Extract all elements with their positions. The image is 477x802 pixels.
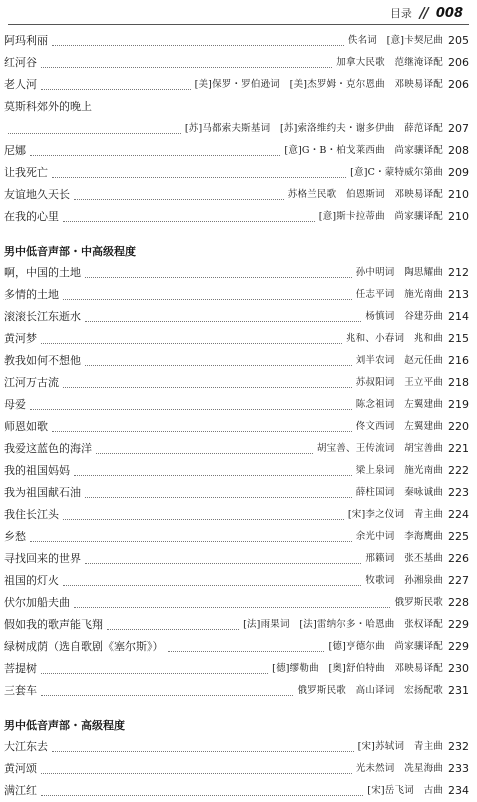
entry-title: 师恩如歌 xyxy=(4,420,48,433)
entry-credits: [宋]苏轼词 青主曲 xyxy=(357,741,443,752)
entry-title: 教我如何不想他 xyxy=(4,354,81,367)
entry-title: 满江红 xyxy=(4,784,37,797)
entry-page: 234 xyxy=(448,784,469,797)
entry-credits: [德]缪勒曲 [奥]舒伯特曲 邓映易译配 xyxy=(272,663,443,674)
entry-page: 209 xyxy=(448,166,469,179)
toc-entry[interactable] xyxy=(4,548,469,570)
dot-leader xyxy=(74,607,390,608)
entry-title: 乡愁 xyxy=(4,530,26,543)
entry-title: 黄河梦 xyxy=(4,332,37,345)
toc-entry[interactable] xyxy=(4,614,469,636)
toc-entry[interactable] xyxy=(4,74,469,96)
dot-leader xyxy=(30,409,352,410)
entry-title: 寻找回来的世界 xyxy=(4,552,81,565)
entry-credits: 邢籁词 张丕基曲 xyxy=(365,553,443,564)
entry-credits: 加拿大民歌 范继淹译配 xyxy=(336,57,443,68)
entry-page: 224 xyxy=(448,508,469,521)
entry-page: 233 xyxy=(448,762,469,775)
entry-credits: 陈念祖词 左翼建曲 xyxy=(355,399,443,410)
entry-page: 230 xyxy=(448,662,469,675)
dot-leader xyxy=(41,795,363,796)
toc-entry[interactable] xyxy=(4,284,469,306)
section-title: 男中低音声部・中高级程度 xyxy=(4,245,136,258)
dot-leader xyxy=(41,773,352,774)
toc-entry[interactable] xyxy=(4,162,469,184)
entry-title: 多情的土地 xyxy=(4,288,59,301)
entry-title: 江河万古流 xyxy=(4,376,59,389)
entry-title: 伏尔加船夫曲 xyxy=(4,596,70,609)
toc-entry[interactable] xyxy=(4,504,469,526)
entry-credits: [宋]岳飞词 古曲 xyxy=(367,785,443,796)
entry-title: 红河谷 xyxy=(4,56,37,69)
dot-leader xyxy=(74,475,352,476)
toc-entry[interactable] xyxy=(4,482,469,504)
toc-entry[interactable] xyxy=(4,52,469,74)
entry-credits: [意]G・B・柏戈莱西曲 尚家骧译配 xyxy=(284,145,443,156)
dot-leader xyxy=(96,453,313,454)
entry-page: 210 xyxy=(448,210,469,223)
entry-title: 菩提树 xyxy=(4,662,37,675)
dot-leader xyxy=(85,365,352,366)
entry-page: 222 xyxy=(448,464,469,477)
entry-credits: 余光中词 李海鹰曲 xyxy=(355,531,443,542)
double-slash-icon xyxy=(416,7,432,19)
toc-entry[interactable] xyxy=(4,306,469,328)
dot-leader xyxy=(168,651,325,652)
entry-title: 阿玛利丽 xyxy=(4,34,48,47)
entry-credits: 牧歌词 孙湘泉曲 xyxy=(365,575,443,586)
dot-leader xyxy=(63,585,361,586)
toc-entry[interactable] xyxy=(4,394,469,416)
dot-leader xyxy=(52,751,354,752)
entry-credits: 佟文西词 左翼建曲 xyxy=(355,421,443,432)
entry-credits: [法]雨果词 [法]雷纳尔多・哈恩曲 张权译配 xyxy=(243,619,443,630)
entry-title: 我爱这蓝色的海洋 xyxy=(4,442,92,455)
dot-leader xyxy=(63,519,344,520)
entry-credits: 杨慎词 谷建芬曲 xyxy=(365,311,443,322)
toc-entry[interactable] xyxy=(4,526,469,548)
page-number: 008 xyxy=(435,5,463,21)
entry-page: 231 xyxy=(448,684,469,697)
toc-entry[interactable] xyxy=(4,592,469,614)
section-title: 男中低音声部・高级程度 xyxy=(4,719,125,732)
entry-page: 210 xyxy=(448,188,469,201)
page-header xyxy=(390,4,463,22)
toc-entry[interactable] xyxy=(4,416,469,438)
dot-leader xyxy=(41,67,332,68)
entry-title: 我的祖国妈妈 xyxy=(4,464,70,477)
header-label: 目录 xyxy=(389,7,412,20)
entry-credits: 孙中明词 陶思耀曲 xyxy=(355,267,443,278)
entry-credits: [宋]李之仪词 青主曲 xyxy=(347,509,443,520)
dot-leader xyxy=(74,199,284,200)
entry-page: 228 xyxy=(448,596,469,609)
entry-page: 220 xyxy=(448,420,469,433)
dot-leader xyxy=(30,155,280,156)
entry-page: 206 xyxy=(448,78,469,91)
dot-leader xyxy=(85,563,361,564)
entry-title: 黄河颂 xyxy=(4,762,37,775)
dot-leader xyxy=(41,343,342,344)
entry-title: 滚滚长江东逝水 xyxy=(4,310,81,323)
dot-leader xyxy=(85,497,352,498)
entry-page: 215 xyxy=(448,332,469,345)
entry-credits: [德]亨德尔曲 尚家骧译配 xyxy=(328,641,443,652)
entry-credits: 任志平词 施光南曲 xyxy=(355,289,443,300)
dot-leader xyxy=(8,133,181,134)
entry-page: 219 xyxy=(448,398,469,411)
dot-leader xyxy=(30,541,352,542)
dot-leader xyxy=(41,695,293,696)
dot-leader xyxy=(52,45,344,46)
entry-title: 尼娜 xyxy=(4,144,26,157)
toc-entry[interactable] xyxy=(4,758,469,780)
entry-title: 在我的心里 xyxy=(4,210,59,223)
entry-page: 207 xyxy=(448,122,469,135)
entry-title: 让我死亡 xyxy=(4,166,48,179)
entry-title: 啊，中国的土地 xyxy=(4,266,81,279)
entry-credits: 薛柱国词 秦咏诚曲 xyxy=(355,487,443,498)
entry-title: 假如我的歌声能飞翔 xyxy=(4,618,103,631)
entry-credits: 梁上泉词 施光南曲 xyxy=(355,465,443,476)
entry-page: 229 xyxy=(448,640,469,653)
entry-title: 母爱 xyxy=(4,398,26,411)
dot-leader xyxy=(63,387,352,388)
entry-credits: [意]斯卡拉蒂曲 尚家骧译配 xyxy=(318,211,443,222)
toc-entry[interactable] xyxy=(4,96,469,118)
dot-leader xyxy=(52,177,346,178)
entry-title: 老人河 xyxy=(4,78,37,91)
entry-page: 214 xyxy=(448,310,469,323)
entry-title: 绿树成荫（选自歌剧《塞尔斯》） xyxy=(4,640,164,653)
table-of-contents xyxy=(4,30,469,802)
entry-page: 223 xyxy=(448,486,469,499)
entry-title: 大江东去 xyxy=(4,740,48,753)
entry-credits: 苏格兰民歌 伯恩斯词 邓映易译配 xyxy=(287,189,443,200)
toc-entry[interactable] xyxy=(4,206,469,228)
entry-page: 216 xyxy=(448,354,469,367)
entry-page: 229 xyxy=(448,618,469,631)
toc-entry[interactable] xyxy=(4,262,469,284)
entry-page: 225 xyxy=(448,530,469,543)
entry-credits: [苏]马都索夫斯基词 [苏]索洛维约夫・谢多伊曲 薛范译配 xyxy=(184,123,443,134)
entry-credits: [意]C・蒙特威尔第曲 xyxy=(350,167,443,178)
toc-entry[interactable] xyxy=(4,184,469,206)
dot-leader xyxy=(63,299,352,300)
entry-title: 我为祖国献石油 xyxy=(4,486,81,499)
toc-entry[interactable] xyxy=(4,780,469,802)
entry-credits: [美]保罗・罗伯逊词 [美]杰罗姆・克尔恩曲 邓映易译配 xyxy=(194,79,443,90)
toc-entry[interactable] xyxy=(4,680,469,702)
entry-credits: 俄罗斯民歌 xyxy=(394,597,443,608)
entry-page: 218 xyxy=(448,376,469,389)
header-rule xyxy=(8,24,469,25)
entry-credits: 佚名词 [意]卡契尼曲 xyxy=(347,35,443,46)
entry-credits: 胡宝善、王传流词 胡宝善曲 xyxy=(316,443,443,454)
entry-page: 226 xyxy=(448,552,469,565)
entry-title: 莫斯科郊外的晚上 xyxy=(4,100,92,113)
dot-leader xyxy=(85,277,352,278)
toc-entry[interactable] xyxy=(4,658,469,680)
dot-leader xyxy=(63,221,315,222)
toc-entry[interactable] xyxy=(4,460,469,482)
entry-credits: 兆和、小春词 兆和曲 xyxy=(345,333,443,344)
toc-entry[interactable] xyxy=(4,350,469,372)
entry-page: 212 xyxy=(448,266,469,279)
toc-entry[interactable] xyxy=(4,328,469,350)
toc-entry[interactable] xyxy=(4,372,469,394)
entry-page: 208 xyxy=(448,144,469,157)
dot-leader xyxy=(41,673,268,674)
entry-page: 213 xyxy=(448,288,469,301)
entry-title: 友谊地久天长 xyxy=(4,188,70,201)
dot-leader xyxy=(85,321,361,322)
toc-entry[interactable] xyxy=(4,30,469,52)
entry-credits: 刘半农词 赵元任曲 xyxy=(355,355,443,366)
entry-title: 祖国的灯火 xyxy=(4,574,59,587)
dot-leader xyxy=(107,629,239,630)
toc-entry[interactable] xyxy=(4,636,469,658)
toc-entry[interactable] xyxy=(4,736,469,758)
toc-section xyxy=(4,30,469,228)
entry-page: 205 xyxy=(448,34,469,47)
entry-title: 我住长江头 xyxy=(4,508,59,521)
entry-credits: 俄罗斯民歌 高山译词 宏扬配歌 xyxy=(297,685,443,696)
toc-section xyxy=(4,716,469,802)
entry-title: 三套车 xyxy=(4,684,37,697)
entry-credits: 苏叔阳词 王立平曲 xyxy=(355,377,443,388)
entry-credits: 光未然词 冼星海曲 xyxy=(355,763,443,774)
entry-page: 221 xyxy=(448,442,469,455)
entry-page: 206 xyxy=(448,56,469,69)
toc-section xyxy=(4,242,469,702)
toc-entry[interactable] xyxy=(4,438,469,460)
toc-entry[interactable] xyxy=(4,140,469,162)
toc-entry[interactable] xyxy=(4,570,469,592)
toc-entry[interactable] xyxy=(4,118,469,140)
dot-leader xyxy=(41,89,191,90)
dot-leader xyxy=(52,431,352,432)
entry-page: 227 xyxy=(448,574,469,587)
entry-page: 232 xyxy=(448,740,469,753)
